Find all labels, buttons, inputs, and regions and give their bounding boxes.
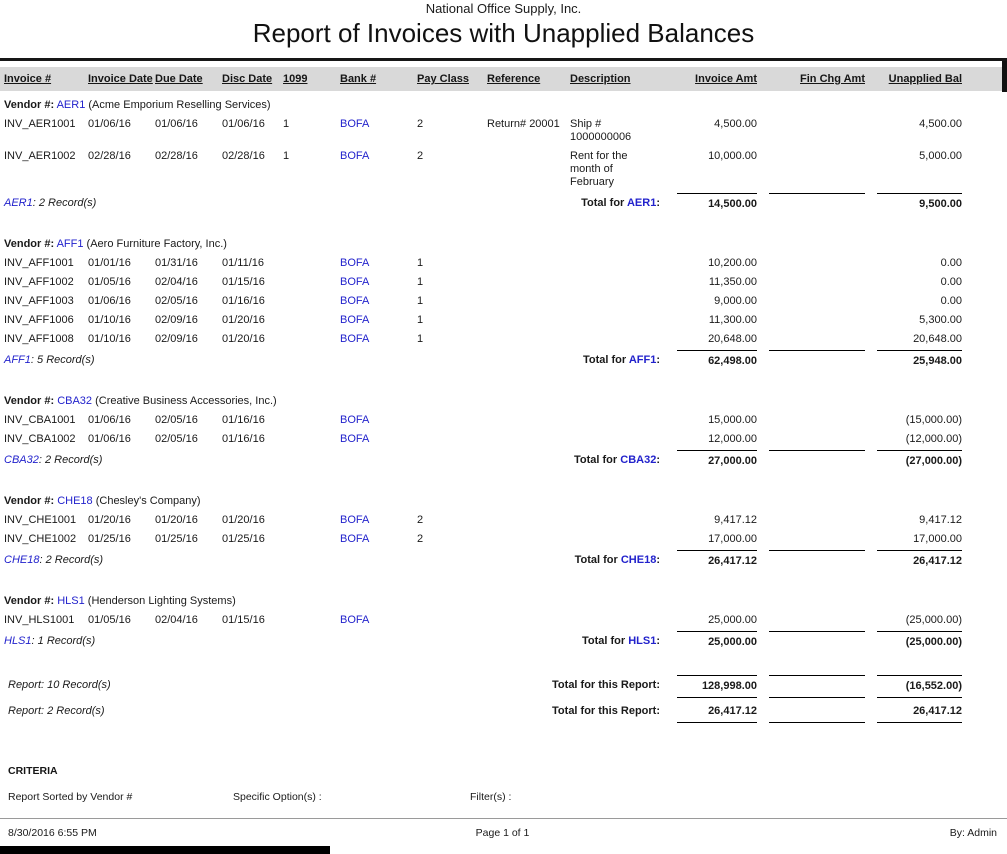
report-total-label: Total for this Report:	[552, 705, 660, 717]
cell-fin-chg-amt	[757, 427, 865, 446]
cell-unapplied-bal: 0.00	[940, 257, 962, 269]
cell-fin-chg-amt	[757, 508, 865, 527]
cell-due-date: 01/20/16	[155, 514, 198, 526]
vendor-total-label	[283, 550, 665, 568]
vendor-code: AFF1	[4, 354, 31, 366]
cell-due-date: 02/05/16	[155, 433, 198, 445]
vendor-record-count	[4, 450, 283, 468]
vendor-heading	[0, 98, 1007, 112]
cell-pay-class: 2	[417, 118, 424, 130]
vendor-total-unapplied: 25,948.00	[877, 350, 962, 368]
vendor-number-label: Vendor #:	[4, 395, 55, 407]
cell-1099: 1	[283, 118, 290, 130]
vendor-number-label: Vendor #:	[4, 238, 55, 250]
cell-reference	[487, 251, 570, 270]
cell-pay-class: 2	[417, 150, 424, 162]
cell-due-date: 02/05/16	[155, 414, 198, 426]
cell-1099	[283, 308, 340, 327]
invoice-row	[0, 112, 1007, 144]
cell-disc-date: 01/15/16	[222, 276, 265, 288]
record-count-text: : 1 Record(s)	[31, 635, 96, 647]
criteria-specific-options: Specific Option(s) :	[233, 791, 322, 803]
vendor-total-unapplied: 26,417.12	[877, 550, 962, 568]
cell-bank-link[interactable]: BOFA	[340, 614, 370, 626]
cell-1099	[283, 408, 340, 427]
cell-due-date: 02/28/16	[155, 150, 198, 162]
col-due-date[interactable]: Due Date	[155, 73, 203, 85]
cell-pay-class: 1	[417, 276, 424, 288]
record-count-text: : 2 Record(s)	[39, 554, 104, 566]
vendor-total-row	[0, 350, 1007, 368]
vendor-total-invoice-amt: 26,417.12	[677, 550, 757, 568]
colon: :	[656, 197, 660, 209]
cell-unapplied-bal: (25,000.00)	[905, 614, 962, 626]
vendor-code-link[interactable]: AER1	[56, 99, 86, 111]
record-count-text: : 5 Record(s)	[30, 354, 95, 366]
cell-invoice-date: 01/06/16	[88, 414, 131, 426]
cell-invoice-date: 01/20/16	[88, 514, 131, 526]
vendor-code-link[interactable]: CBA32	[57, 395, 93, 407]
cell-fin-chg-amt	[757, 308, 865, 327]
cell-invoice-id: INV_AER1002	[4, 150, 76, 162]
cell-pay-class: 1	[417, 295, 424, 307]
right-edge-mark	[1002, 61, 1007, 92]
cell-pay-class: 1	[417, 257, 424, 269]
vendor-code: AER1	[626, 197, 657, 209]
cell-disc-date: 01/16/16	[222, 295, 265, 307]
cell-invoice-id: INV_CBA1001	[4, 414, 76, 426]
report-title: Report of Invoices with Unapplied Balances	[252, 18, 755, 48]
vendor-total-invoice-amt: 62,498.00	[677, 350, 757, 368]
vendor-total-invoice-amt: 27,000.00	[677, 450, 757, 468]
criteria-heading: CRITERIA	[8, 765, 58, 777]
cell-bank-link[interactable]: BOFA	[340, 257, 370, 269]
vendor-number-label: Vendor #:	[4, 495, 55, 507]
cell-pay-class: 1	[417, 314, 424, 326]
table-header-row	[0, 67, 1007, 91]
vendor-code-link[interactable]: HLS1	[57, 595, 85, 607]
cell-disc-date: 01/06/16	[222, 118, 265, 130]
invoice-row	[0, 327, 1007, 346]
cell-disc-date: 01/20/16	[222, 314, 265, 326]
criteria-row	[0, 791, 1007, 803]
cell-bank-link[interactable]: BOFA	[340, 276, 370, 288]
total-for-text: Total for	[574, 554, 618, 566]
cell-invoice-id: INV_CHE1001	[4, 514, 77, 526]
report-total-row	[0, 701, 1007, 723]
cell-due-date: 02/04/16	[155, 614, 198, 626]
vendor-code: CHE18	[620, 554, 657, 566]
cell-reference	[487, 608, 570, 627]
vendor-record-count	[4, 631, 283, 649]
record-count-text: : 2 Record(s)	[32, 197, 97, 209]
cell-disc-date: 01/15/16	[222, 614, 265, 626]
vendor-code: AFF1	[628, 354, 657, 366]
cell-invoice-id: INV_HLS1001	[4, 614, 75, 626]
report-record-count: Report: 2 Record(s)	[8, 705, 105, 717]
cell-due-date: 01/31/16	[155, 257, 198, 269]
company-name: National Office Supply, Inc.	[425, 1, 582, 16]
cell-description	[570, 270, 665, 289]
vendor-total-fin-chg	[769, 193, 865, 211]
cell-fin-chg-amt	[757, 251, 865, 270]
cell-bank-link[interactable]: BOFA	[340, 414, 370, 426]
col-unapplied-bal[interactable]: Unapplied Bal	[888, 73, 962, 85]
invoice-row	[0, 508, 1007, 527]
cell-1099	[283, 270, 340, 289]
vendor-total-label	[283, 350, 665, 368]
footer-page-number: Page 1 of 1	[475, 827, 530, 839]
cell-invoice-amt: 11,350.00	[708, 276, 757, 288]
invoice-row	[0, 289, 1007, 308]
criteria-sorted-by: Report Sorted by Vendor #	[8, 791, 133, 803]
page-footer	[0, 818, 1007, 839]
col-invoice-number[interactable]: Invoice #	[4, 73, 52, 85]
cell-invoice-amt: 17,000.00	[708, 533, 757, 545]
cell-invoice-date: 01/06/16	[88, 295, 131, 307]
cell-description	[570, 527, 665, 546]
cell-reference	[487, 308, 570, 327]
col-pay-class[interactable]: Pay Class	[417, 73, 469, 85]
cell-pay-class	[417, 408, 487, 427]
report-total-fin-chg	[769, 675, 865, 698]
total-for-text: Total for	[582, 354, 627, 366]
vendor-name: (Henderson Lighting Systems)	[87, 595, 236, 607]
vendor-code: HLS1	[4, 635, 32, 647]
cell-bank-link[interactable]: BOFA	[340, 333, 370, 345]
report-record-count: Report: 10 Record(s)	[8, 679, 111, 691]
col-invoice-date[interactable]: Invoice Date	[88, 73, 153, 85]
cell-invoice-date: 01/06/16	[88, 433, 131, 445]
cell-1099	[283, 508, 340, 527]
cell-invoice-id: INV_CBA1002	[4, 433, 76, 445]
cell-description	[570, 327, 665, 346]
invoice-row	[0, 308, 1007, 327]
cell-description	[570, 427, 665, 446]
cell-invoice-amt: 10,200.00	[708, 257, 757, 269]
criteria-filters: Filter(s) :	[470, 791, 512, 803]
cell-pay-class: 2	[417, 514, 424, 526]
cell-invoice-date: 01/10/16	[88, 314, 131, 326]
cell-bank-link[interactable]: BOFA	[340, 314, 370, 326]
cell-fin-chg-amt	[757, 270, 865, 289]
cell-unapplied-bal: 20,648.00	[913, 333, 962, 345]
cell-fin-chg-amt	[757, 408, 865, 427]
vendor-total-fin-chg	[769, 350, 865, 368]
cell-1099	[283, 251, 340, 270]
cell-1099	[283, 608, 340, 627]
cell-invoice-amt: 25,000.00	[708, 614, 757, 626]
cell-invoice-date: 01/06/16	[88, 118, 131, 130]
cell-unapplied-bal: 4,500.00	[919, 118, 962, 130]
col-invoice-amt[interactable]: Invoice Amt	[695, 73, 757, 85]
vendor-name: (Chesley's Company)	[95, 495, 201, 507]
cell-bank-link[interactable]: BOFA	[340, 150, 370, 162]
cell-invoice-id: INV_AFF1001	[4, 257, 74, 269]
cell-invoice-amt: 11,300.00	[708, 314, 757, 326]
vendor-number-label: Vendor #:	[4, 595, 55, 607]
col-1099[interactable]: 1099	[283, 73, 308, 85]
cell-reference	[487, 408, 570, 427]
col-disc-date[interactable]: Disc Date	[222, 73, 273, 85]
vendor-name: (Acme Emporium Reselling Services)	[88, 99, 271, 111]
vendor-total-row	[0, 631, 1007, 649]
cell-fin-chg-amt	[757, 527, 865, 546]
cell-fin-chg-amt	[757, 608, 865, 627]
vendor-total-label	[283, 631, 665, 649]
cell-invoice-id: INV_AFF1008	[4, 333, 74, 345]
cell-unapplied-bal: (15,000.00)	[905, 414, 962, 426]
cell-description	[570, 289, 665, 308]
vendor-number-label: Vendor #:	[4, 99, 55, 111]
cell-invoice-amt: 15,000.00	[708, 414, 757, 426]
cell-description	[570, 308, 665, 327]
vendor-total-unapplied: 9,500.00	[877, 193, 962, 211]
cell-disc-date: 01/16/16	[222, 414, 265, 426]
vendor-heading	[0, 494, 1007, 508]
col-reference[interactable]: Reference	[487, 73, 541, 85]
title-divider	[0, 58, 1007, 61]
invoice-row	[0, 251, 1007, 270]
cell-invoice-amt: 20,648.00	[708, 333, 757, 345]
cell-description	[570, 508, 665, 527]
vendor-total-invoice-amt: 25,000.00	[677, 631, 757, 649]
total-for-text: Total for	[581, 197, 625, 209]
cell-invoice-amt: 4,500.00	[714, 118, 757, 130]
footer-user: By: Admin	[949, 827, 998, 839]
cell-disc-date: 01/16/16	[222, 433, 265, 445]
vendor-code: CBA32	[620, 454, 657, 466]
cell-reference	[487, 327, 570, 346]
cell-invoice-amt: 9,000.00	[714, 295, 757, 307]
cell-disc-date: 01/25/16	[222, 533, 265, 545]
vendor-total-row	[0, 450, 1007, 468]
cell-unapplied-bal: 5,300.00	[919, 314, 962, 326]
cell-invoice-date: 01/01/16	[88, 257, 131, 269]
invoice-row	[0, 408, 1007, 427]
cell-invoice-date: 01/10/16	[88, 333, 131, 345]
invoice-row	[0, 427, 1007, 446]
cell-invoice-id: INV_AFF1006	[4, 314, 74, 326]
cell-disc-date: 01/20/16	[222, 333, 265, 345]
cell-reference	[487, 144, 570, 189]
cell-description: Rent for the month of February	[570, 150, 628, 188]
vendor-record-count	[4, 193, 283, 211]
cell-1099	[283, 527, 340, 546]
colon: :	[656, 554, 660, 566]
cell-fin-chg-amt	[757, 144, 865, 189]
cell-1099: 1	[283, 150, 290, 162]
cell-description	[570, 408, 665, 427]
cell-description: Ship # 1000000006	[570, 118, 632, 143]
cell-due-date: 01/06/16	[155, 118, 198, 130]
vendor-record-count	[4, 350, 283, 368]
cell-pay-class: 1	[417, 333, 424, 345]
cell-invoice-date: 01/05/16	[88, 614, 131, 626]
cell-fin-chg-amt	[757, 289, 865, 308]
total-for-text: Total for	[574, 454, 618, 466]
vendor-total-row	[0, 193, 1007, 211]
report-total-label: Total for this Report:	[552, 679, 660, 691]
cell-bank-link[interactable]: BOFA	[340, 533, 370, 545]
vendor-total-fin-chg	[769, 450, 865, 468]
col-bank-number[interactable]: Bank #	[340, 73, 377, 85]
cell-invoice-id: INV_CHE1002	[4, 533, 77, 545]
cell-unapplied-bal: 9,417.12	[919, 514, 962, 526]
cell-due-date: 02/05/16	[155, 295, 198, 307]
invoice-row	[0, 527, 1007, 546]
cell-reference: Return# 20001	[487, 118, 560, 130]
footer-datetime: 8/30/2016 6:55 PM	[8, 827, 97, 839]
cell-description	[570, 251, 665, 270]
cell-bank-link[interactable]: BOFA	[340, 514, 370, 526]
vendor-total-row	[0, 550, 1007, 568]
cell-due-date: 01/25/16	[155, 533, 198, 545]
bottom-edge-bar	[0, 846, 330, 854]
colon: :	[656, 454, 660, 466]
report-total-unapplied: (16,552.00)	[877, 675, 962, 698]
cell-invoice-amt: 9,417.12	[714, 514, 757, 526]
vendor-code-link[interactable]: CHE18	[57, 495, 93, 507]
cell-invoice-amt: 10,000.00	[708, 150, 757, 162]
cell-fin-chg-amt	[757, 112, 865, 144]
cell-bank-link[interactable]: BOFA	[340, 433, 370, 445]
cell-disc-date: 01/20/16	[222, 514, 265, 526]
vendor-total-fin-chg	[769, 631, 865, 649]
report-total-row	[0, 675, 1007, 698]
cell-pay-class	[417, 427, 487, 446]
vendor-record-count	[4, 550, 283, 568]
cell-due-date: 02/04/16	[155, 276, 198, 288]
colon: :	[656, 354, 660, 366]
vendor-code: CHE18	[4, 554, 40, 566]
cell-invoice-id: INV_AER1001	[4, 118, 76, 130]
cell-1099	[283, 427, 340, 446]
cell-reference	[487, 289, 570, 308]
cell-reference	[487, 270, 570, 289]
vendor-heading	[0, 237, 1007, 251]
colon: :	[656, 635, 660, 647]
vendor-total-fin-chg	[769, 550, 865, 568]
vendor-total-unapplied: (25,000.00)	[877, 631, 962, 649]
cell-fin-chg-amt	[757, 327, 865, 346]
cell-unapplied-bal: 17,000.00	[913, 533, 962, 545]
cell-invoice-date: 01/25/16	[88, 533, 131, 545]
cell-description	[570, 608, 665, 627]
report-total-unapplied: 26,417.12	[877, 701, 962, 723]
cell-invoice-amt: 12,000.00	[708, 433, 757, 445]
col-fin-chg-amt[interactable]: Fin Chg Amt	[800, 73, 865, 85]
total-for-text: Total for	[581, 635, 626, 647]
cell-pay-class: 2	[417, 533, 424, 545]
vendor-total-invoice-amt: 14,500.00	[677, 193, 757, 211]
vendor-code-link[interactable]: AFF1	[56, 238, 84, 250]
cell-unapplied-bal: 0.00	[940, 295, 962, 307]
cell-bank-link[interactable]: BOFA	[340, 295, 370, 307]
cell-reference	[487, 508, 570, 527]
col-description[interactable]: Description	[570, 73, 631, 85]
cell-disc-date: 01/11/16	[222, 257, 265, 269]
vendor-heading	[0, 394, 1007, 408]
cell-invoice-id: INV_AFF1002	[4, 276, 74, 288]
cell-due-date: 02/09/16	[155, 333, 198, 345]
cell-pay-class	[417, 608, 487, 627]
vendor-total-label	[283, 193, 665, 211]
cell-unapplied-bal: (12,000.00)	[905, 433, 962, 445]
cell-invoice-id: INV_AFF1003	[4, 295, 74, 307]
cell-reference	[487, 527, 570, 546]
report-total-invoice-amt: 26,417.12	[677, 701, 757, 723]
cell-invoice-date: 01/05/16	[88, 276, 131, 288]
vendor-total-unapplied: (27,000.00)	[877, 450, 962, 468]
invoice-row	[0, 144, 1007, 189]
vendor-code: AER1	[4, 197, 33, 209]
invoice-row	[0, 270, 1007, 289]
cell-disc-date: 02/28/16	[222, 150, 265, 162]
vendor-heading	[0, 594, 1007, 608]
cell-due-date: 02/09/16	[155, 314, 198, 326]
vendor-code: CBA32	[4, 454, 39, 466]
vendor-name: (Aero Furniture Factory, Inc.)	[86, 238, 227, 250]
cell-invoice-date: 02/28/16	[88, 150, 131, 162]
record-count-text: : 2 Record(s)	[38, 454, 103, 466]
cell-1099	[283, 289, 340, 308]
cell-bank-link[interactable]: BOFA	[340, 118, 370, 130]
cell-reference	[487, 427, 570, 446]
cell-unapplied-bal: 5,000.00	[919, 150, 962, 162]
invoice-row	[0, 608, 1007, 627]
vendor-total-label	[283, 450, 665, 468]
cell-unapplied-bal: 0.00	[940, 276, 962, 288]
report-total-fin-chg	[769, 701, 865, 723]
report-total-invoice-amt: 128,998.00	[677, 675, 757, 698]
vendor-name: (Creative Business Accessories, Inc.)	[95, 395, 277, 407]
vendor-code: HLS1	[628, 635, 657, 647]
cell-1099	[283, 327, 340, 346]
